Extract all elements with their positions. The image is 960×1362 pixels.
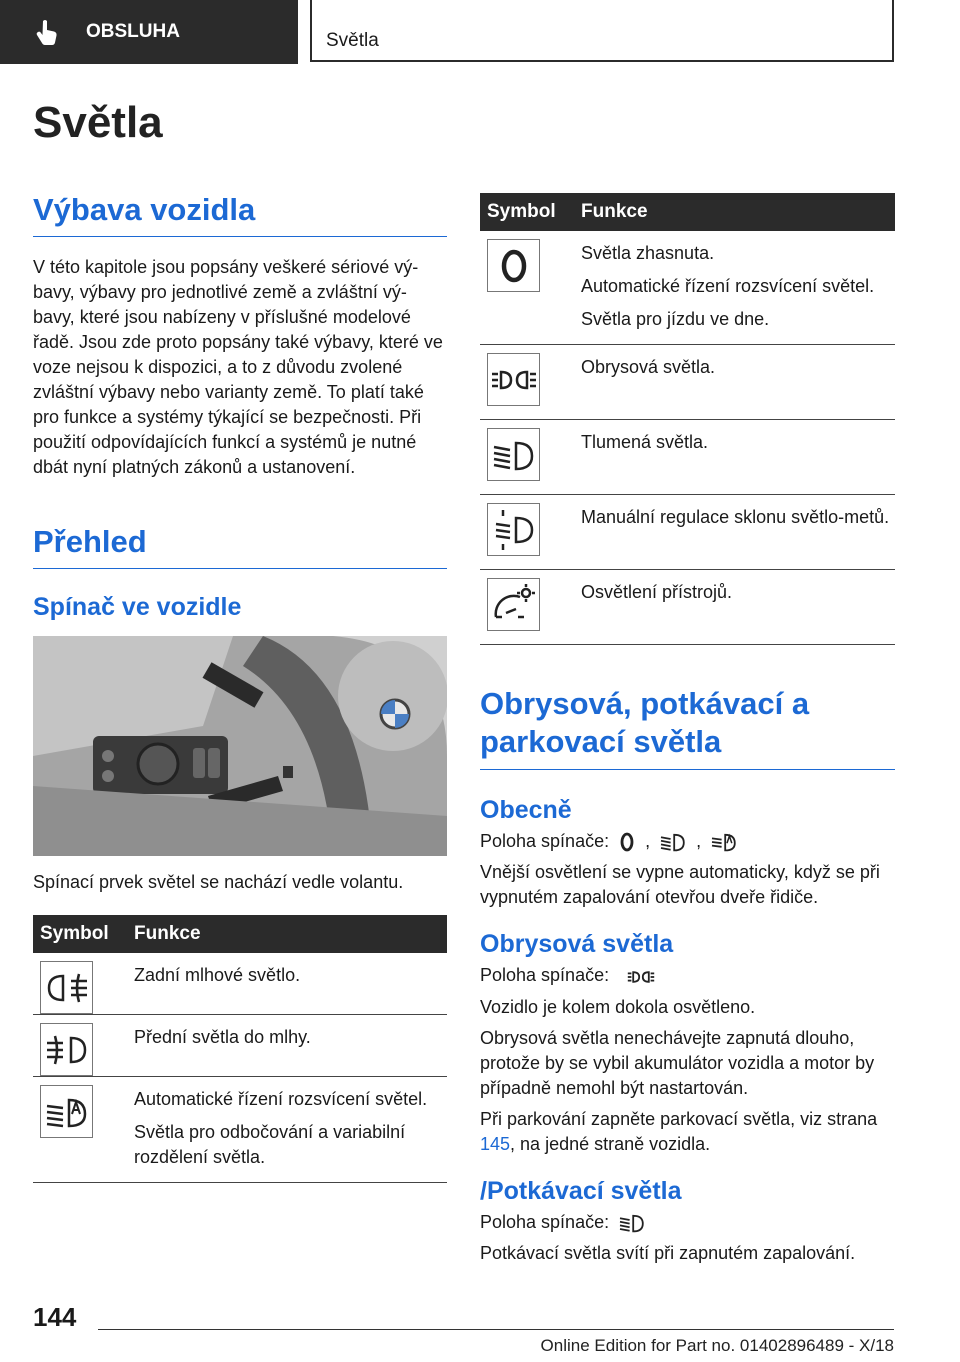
table-row (480, 420, 895, 495)
function-text: Automatické řízení rozsvícení světel. (581, 276, 875, 296)
function-text: Automatické řízení rozsvícení světel. (134, 1089, 428, 1109)
zero-position-icon (494, 246, 534, 286)
function-text: Světla zhasnuta. (581, 243, 715, 263)
section-tab (0, 0, 298, 64)
table-row (480, 495, 895, 570)
rear-fog-light-icon (45, 968, 89, 1008)
low-beam-icon (618, 1211, 646, 1235)
function-text: Tlumená světla. (581, 432, 709, 452)
table-row (33, 1077, 447, 1183)
heading-overview: Přehled (33, 524, 447, 569)
heading-low-beam: /Potkávací světla (480, 1176, 682, 1205)
position-label: Poloha spínače: (480, 1211, 610, 1232)
front-fog-light-icon (45, 1030, 89, 1070)
position-label: Poloha spínače: (480, 965, 610, 986)
table-row (480, 345, 895, 420)
switch-symbol-table (33, 915, 447, 1183)
general-text: Vnější osvětlení se vypne automaticky, když se při vypnutém zapalování otevřou dveře řidiče. (480, 862, 880, 908)
auto-headlight-icon (710, 830, 738, 854)
lowbeam-position (480, 1210, 895, 1235)
function-text: Manuální regulace sklonu světlo-metů. (581, 507, 890, 527)
equipment-text: V této kapitole jsou popsány veškeré sériové vý-bavy, výbavy pro jednotlivé země a zvláštní vý-bavy, které jsou nabízeny v příslušné modelové řadě. Jsou zde proto popsány také výbavy, které ve voze nejsou k dispozici, a to z důvodu zvolené zvláštní výbavy nebo varianty země. To platí také pro funkce a systémy týkající se bezpečnosti. Při použití odpovídajících funkcí a systémů je nutné dbát nyní platných zákonů a ustanovení. (33, 257, 443, 477)
page-link[interactable]: 145 (480, 1133, 511, 1154)
page-number: 144 (33, 1302, 77, 1332)
parking-text-3: Při parkování zapněte parkovací světla, viz strana 145, na jedné straně vozidla. (480, 1108, 878, 1154)
low-beam-icon (492, 435, 536, 475)
heading-parking: Obrysová světla (480, 930, 674, 959)
edition-note: Online Edition for Part no. 01402896489 - X/18 (540, 1336, 894, 1355)
function-text: Přední světla do mlhy. (134, 1027, 311, 1047)
page-title: Světla (33, 98, 163, 147)
right-column (480, 193, 895, 1266)
heading-general: Obecně (480, 796, 572, 824)
function-text: Světla pro jízdu ve dne. (581, 309, 770, 329)
table-row (480, 570, 895, 645)
photo-caption: Spínací prvek světel se nachází vedle volantu. (33, 872, 404, 892)
parking-text-1: Vozidlo je kolem dokola osvětleno. (480, 996, 756, 1017)
lowbeam-text: Potkávací světla svítí při zapnutém zapalování. (480, 1242, 856, 1263)
footer-divider (98, 1329, 894, 1330)
chapter-header: Světla (310, 0, 894, 62)
general-position: Poloha spínače: , , (480, 829, 895, 854)
section-label: OBSLUHA (86, 21, 180, 42)
left-column (33, 192, 447, 1183)
zero-position-icon (618, 830, 636, 854)
col-symbol: Symbol (480, 193, 581, 231)
table-row (480, 231, 895, 345)
hand-pointer-icon (36, 19, 58, 45)
function-text: Osvětlení přístrojů. (581, 582, 733, 602)
auto-headlight-icon (45, 1092, 89, 1132)
low-beam-icon (659, 830, 687, 854)
parking-light-icon (491, 360, 537, 400)
parking-text-2: Obrysová světla nenechávejte zapnutá dlouho, protože by se vybil akumulátor vozidla a motor by případně nemohl být nastartován. (480, 1027, 875, 1098)
function-text: Zadní mlhové světlo. (134, 965, 301, 985)
light-switch-table (480, 193, 895, 645)
heading-equipment: Výbava vozidla (33, 192, 447, 237)
heading-switch: Spínač ve vozidle (33, 593, 242, 621)
function-text: Světla pro odbočování a variabilní rozdělení světla. (134, 1122, 406, 1167)
table-row (33, 1015, 447, 1077)
headlight-range-icon (492, 508, 536, 552)
parking-light-icon (618, 965, 664, 989)
table-header (33, 915, 447, 953)
col-symbol: Symbol (33, 915, 134, 953)
function-text: Obrysová světla. (581, 357, 716, 377)
table-row (33, 953, 447, 1015)
dashboard-illustration (33, 636, 447, 856)
col-function: Funkce (134, 915, 447, 953)
table-header (480, 193, 895, 231)
dashboard-photo (33, 636, 447, 856)
parking-position (480, 963, 895, 988)
heading-lights-section: Obrysová, potkávací a parkovací světla (480, 685, 895, 770)
instrument-lighting-icon (492, 583, 536, 627)
position-label: Poloha spínače: (480, 831, 610, 851)
col-function: Funkce (581, 193, 895, 231)
